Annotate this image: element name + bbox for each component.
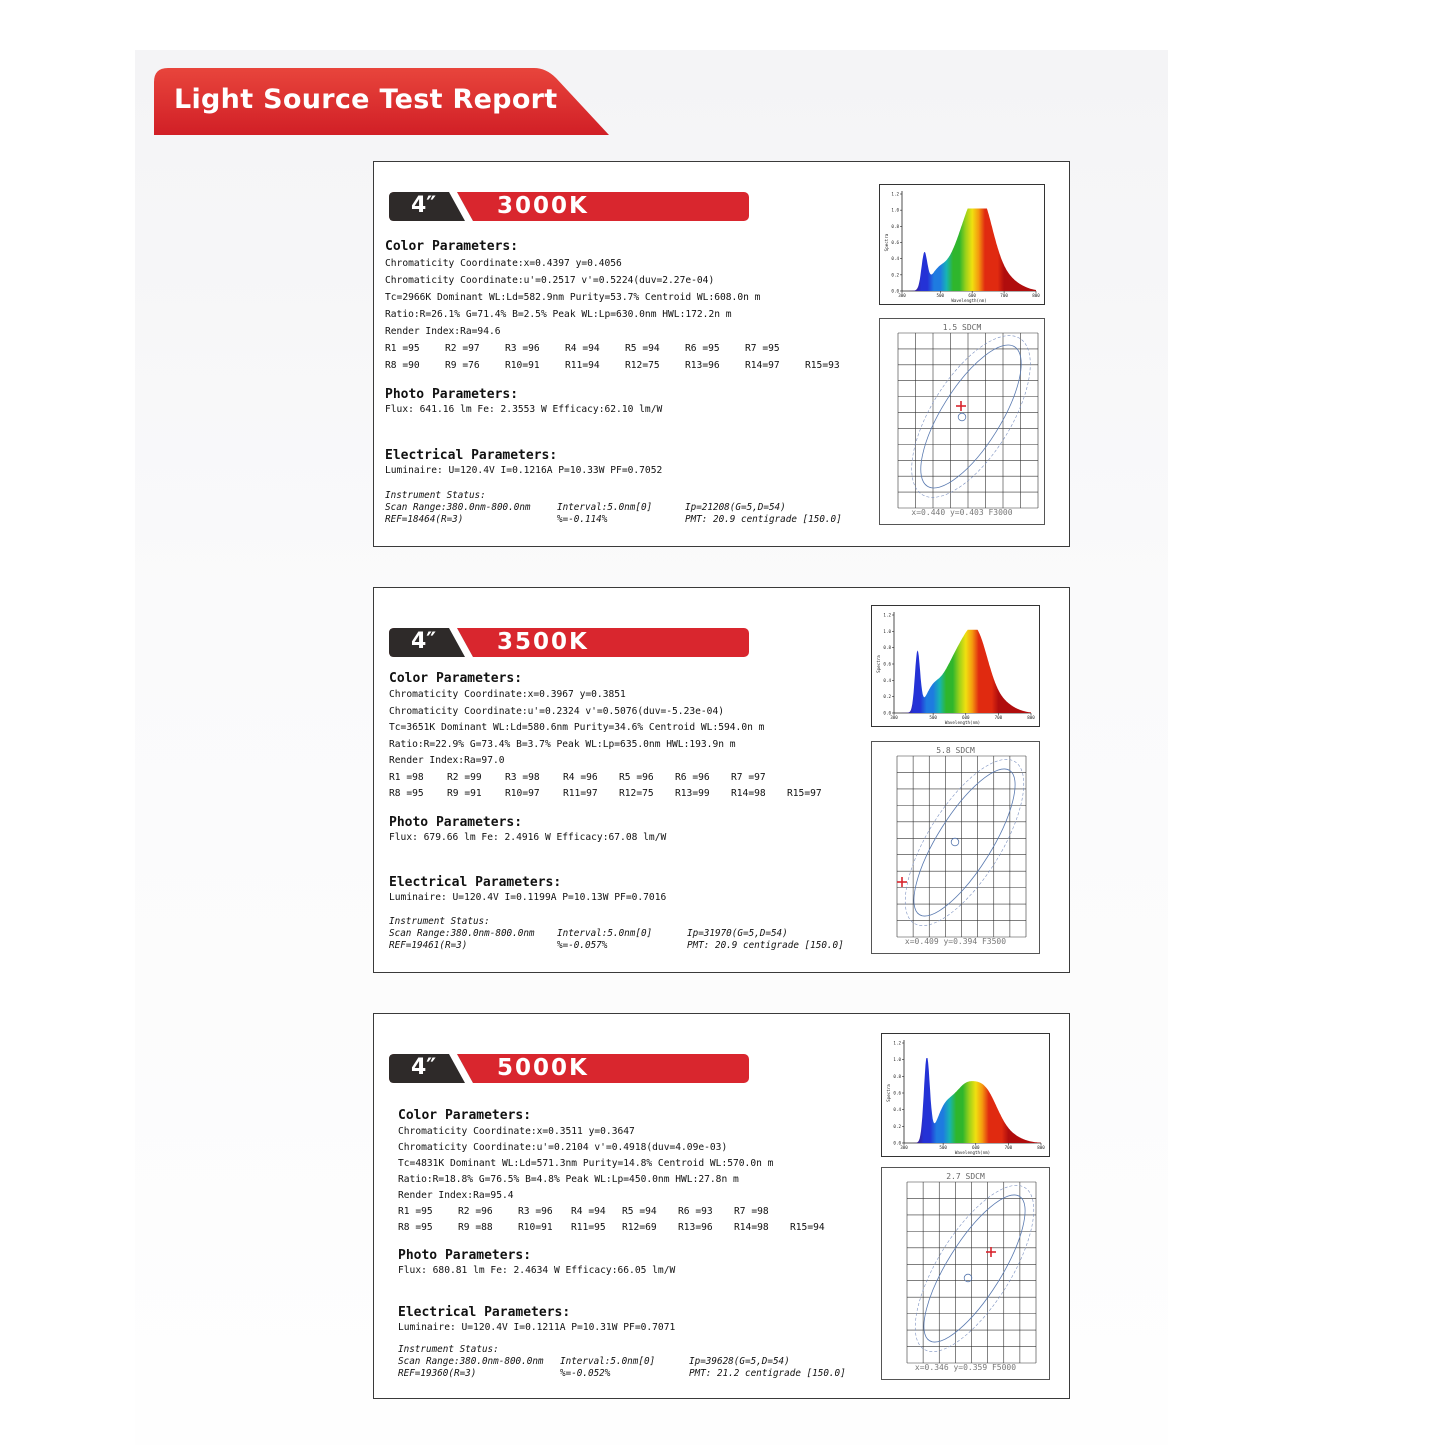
photo-parameters [398, 1248, 675, 1278]
target-point [951, 838, 959, 846]
r-value: R1 =95 [385, 343, 420, 354]
r-value: R6 =95 [685, 343, 720, 354]
cie-grid [907, 1182, 1036, 1363]
photo-line: Flux: 641.16 lm Fe: 2.3553 W Efficacy:62.10 lm/W [385, 404, 663, 415]
spectrum-graph [881, 1033, 1050, 1157]
color-parameters-heading: Color Parameters: [385, 239, 519, 254]
r-value: R3 =96 [518, 1206, 553, 1217]
electrical-parameters-heading: Electrical Parameters: [398, 1305, 571, 1320]
r-value: R12=69 [622, 1222, 657, 1233]
photo-parameters [389, 815, 666, 845]
spectrum-area [904, 1058, 1041, 1143]
x-tick-label: 700 [1000, 293, 1008, 298]
instrument-status-heading: Instrument Status: [398, 1344, 499, 1355]
r-value: R13=96 [678, 1222, 713, 1233]
r-value: R14=98 [731, 788, 766, 799]
y-tick-label: 1.0 [893, 1057, 901, 1063]
x-axis-label: Wavelength(nm) [951, 298, 987, 303]
ref-value: REF=18464(R=3) [385, 514, 464, 525]
spectrum-plot [880, 185, 1044, 304]
x-tick-label: 800 [1037, 1145, 1045, 1150]
electrical-line: Luminaire: U=120.4V I=0.1216A P=10.33W PF=0.7052 [385, 465, 663, 476]
color-parameters [389, 671, 843, 803]
cie-footer: x=0.409 y=0.394 F3500 [904, 937, 1007, 946]
scan-range: Scan Range:380.0nm-800.0nm [398, 1356, 544, 1367]
ratio-line: Ratio:R=26.1% G=71.4% B=2.5% Peak WL:Lp=630.0nm HWL:172.2n m [385, 309, 732, 320]
r-value: R2 =97 [445, 343, 480, 354]
chromaticity-xy: Chromaticity Coordinate:x=0.4397 y=0.4056 [385, 258, 622, 269]
y-tick-label: 0.6 [883, 661, 891, 667]
y-tick-label: 0.2 [893, 1123, 901, 1129]
r-value: R9 =91 [447, 788, 482, 799]
electrical-parameters [398, 1305, 675, 1335]
y-tick-label: 1.2 [891, 191, 899, 197]
x-tick-label: 800 [1032, 293, 1040, 298]
photo-parameters-heading: Photo Parameters: [398, 1248, 532, 1263]
chromaticity-xy: Chromaticity Coordinate:x=0.3511 y=0.3647 [398, 1126, 635, 1137]
y-tick-label: 0.4 [893, 1107, 901, 1113]
x-axis-label: Wavelength(nm) [944, 720, 981, 725]
ref-value: REF=19461(R=3) [389, 940, 468, 951]
cie-plot [880, 319, 1044, 524]
y-axis-label: Spectra [884, 233, 889, 252]
ref-value: REF=19360(R=3) [398, 1368, 477, 1379]
photo-line: Flux: 680.81 lm Fe: 2.4634 W Efficacy:66.05 lm/W [398, 1265, 676, 1276]
r-value: R5 =96 [619, 771, 654, 783]
electrical-line: Luminaire: U=120.4V I=0.1211A P=10.31W PF=0.7071 [398, 1322, 676, 1333]
tc-line: Tc=2966K Dominant WL:Ld=582.9nm Purity=53.7% Centroid WL:608.0n m [385, 292, 761, 303]
r-value: R10=91 [505, 360, 540, 371]
macadam-ellipse [896, 756, 1032, 929]
report-title-tab [154, 68, 609, 135]
ratio-line: Ratio:R=22.9% G=73.4% B=3.7% Peak WL:Lp=635.0nm HWL:193.9n m [389, 738, 736, 750]
y-tick-label: 1.0 [883, 628, 891, 634]
r-value: R2 =96 [458, 1206, 493, 1217]
instrument-status-heading: Instrument Status: [385, 490, 486, 501]
pmt-value: PMT: 21.2 centigrade [150.0] [689, 1368, 846, 1379]
r-value: R11=97 [563, 788, 598, 799]
x-axis-label: Wavelength(nm) [954, 1150, 991, 1155]
r-value: R3 =96 [505, 343, 540, 354]
fixture-size: 4″ [411, 1055, 437, 1080]
instrument-status-heading: Instrument Status: [389, 916, 490, 927]
y-tick-label: 0.8 [893, 1073, 901, 1079]
r-values-row-2 [398, 1220, 846, 1236]
r-value: R6 =96 [675, 771, 710, 783]
x-tick-label: 600 [968, 293, 976, 298]
cie-grid [897, 756, 1026, 937]
r-value: R1 =98 [389, 771, 424, 783]
sdcm-label: 1.5 SDCM [942, 323, 982, 332]
r-value: R13=99 [675, 788, 710, 799]
r-value: R8 =90 [385, 360, 420, 371]
electrical-parameters-heading: Electrical Parameters: [389, 875, 562, 890]
report-card-3500k [373, 587, 1070, 973]
fixture-size: 4″ [411, 193, 437, 218]
interval: Interval:5.0nm[0] [557, 928, 653, 939]
pmt-value: PMT: 20.9 centigrade [150.0] [687, 940, 844, 951]
sdcm-label: 2.7 SDCM [946, 1172, 985, 1181]
r-value: R7 =95 [745, 343, 780, 354]
electrical-line: Luminaire: U=120.4V I=0.1199A P=10.13W PF=0.7016 [389, 892, 667, 903]
ip-value: Ip=21208(G=5,D=54) [685, 502, 786, 513]
cie-footer: x=0.346 y=0.359 F5000 [914, 1363, 1017, 1372]
cie-plot [882, 1168, 1049, 1379]
ip-value: Ip=39628(G=5,D=54) [689, 1356, 790, 1367]
r-value: R11=95 [571, 1222, 606, 1233]
cct-label: 3000K [497, 193, 589, 219]
r-value: R12=75 [619, 788, 654, 799]
interval: Interval:5.0nm[0] [560, 1356, 656, 1367]
photo-parameters [385, 387, 662, 417]
y-tick-label: 0.4 [883, 677, 891, 683]
photo-parameters-heading: Photo Parameters: [385, 387, 519, 402]
tc-line: Tc=3651K Dominant WL:Ld=580.6nm Purity=34.6% Centroid WL:594.0n m [389, 722, 765, 733]
electrical-parameters [389, 875, 666, 905]
y-tick-label: 0.8 [891, 223, 899, 229]
percent-value: %=-0.114% [557, 514, 608, 525]
r-values-row-1 [385, 340, 865, 357]
chromaticity-uv: Chromaticity Coordinate:u'=0.2517 v'=0.5224(duv=2.27e-04) [385, 275, 715, 286]
y-axis-label: Spectra [886, 1084, 891, 1102]
color-parameters-heading: Color Parameters: [398, 1108, 532, 1123]
ip-value: Ip=31970(G=5,D=54) [687, 928, 788, 939]
r-values-row-2 [389, 786, 843, 803]
r-value: R2 =99 [447, 771, 482, 783]
render-index: Render Index:Ra=94.6 [385, 326, 501, 337]
r-value: R7 =97 [731, 771, 766, 783]
r-value: R5 =94 [625, 343, 660, 354]
scan-range: Scan Range:380.0nm-800.0nm [389, 928, 535, 939]
color-parameters-heading: Color Parameters: [389, 671, 523, 686]
r-value: R5 =94 [622, 1206, 657, 1217]
cie-plot [872, 742, 1039, 953]
interval: Interval:5.0nm[0] [557, 502, 653, 513]
y-tick-label: 1.0 [891, 207, 899, 213]
y-tick-label: 0.2 [891, 272, 899, 278]
r-value: R3 =98 [505, 771, 540, 783]
chromaticity-uv: Chromaticity Coordinate:u'=0.2104 v'=0.4918(duv=4.09e-03) [398, 1142, 728, 1153]
r-value: R4 =94 [565, 343, 600, 354]
r-value: R10=91 [518, 1222, 553, 1233]
r-value: R15=94 [790, 1222, 825, 1233]
y-tick-label: 0.6 [891, 240, 899, 245]
percent-value: %=-0.057% [557, 940, 608, 951]
color-parameters [385, 239, 865, 374]
r-value: R1 =95 [398, 1206, 433, 1217]
r-value: R15=93 [805, 360, 840, 371]
spectrum-plot [882, 1034, 1049, 1156]
tc-line: Tc=4831K Dominant WL:Ld=571.3nm Purity=14.8% Centroid WL:570.0n m [398, 1158, 774, 1169]
macadam-ellipse [906, 1182, 1042, 1355]
y-axis-label: Spectra [876, 655, 881, 673]
spectrum-graph [871, 605, 1040, 727]
pmt-value: PMT: 20.9 centigrade [150.0] [685, 514, 842, 525]
cct-badge [389, 192, 749, 221]
r-value: R9 =76 [445, 360, 480, 371]
cie-diagram [881, 1167, 1050, 1380]
r-value: R14=97 [745, 360, 780, 371]
color-parameters [398, 1108, 846, 1236]
r-value: R11=94 [565, 360, 600, 371]
x-tick-label: 500 [939, 1145, 947, 1150]
photo-parameters-heading: Photo Parameters: [389, 815, 523, 830]
r-value: R8 =95 [398, 1222, 433, 1233]
x-tick-label: 600 [961, 715, 970, 720]
scan-range: Scan Range:380.0nm-800.0nm [385, 502, 531, 513]
spectrum-plot [872, 606, 1039, 726]
x-tick-label: 380 [898, 293, 906, 298]
render-index: Render Index:Ra=97.0 [389, 755, 505, 766]
y-tick-label: 1.2 [893, 1040, 901, 1046]
r-values-row-2 [385, 357, 865, 374]
r-value: R12=75 [625, 360, 660, 371]
spectrum-area [902, 209, 1036, 292]
r-value: R6 =93 [678, 1206, 713, 1217]
x-tick-label: 700 [994, 715, 1003, 720]
report-card-3000k [373, 161, 1070, 547]
r-value: R8 =95 [389, 788, 424, 799]
photo-line: Flux: 679.66 lm Fe: 2.4916 W Efficacy:67.08 lm/W [389, 832, 667, 843]
cie-diagram [871, 741, 1040, 954]
y-tick-label: 0.0 [891, 288, 899, 294]
r-value: R4 =94 [571, 1206, 606, 1217]
x-tick-label: 600 [971, 1145, 980, 1150]
sdcm-label: 5.8 SDCM [936, 746, 975, 755]
report-card-5000k [373, 1013, 1070, 1399]
cie-footer: x=0.440 y=0.403 F3000 [911, 508, 1013, 517]
r-value: R4 =96 [563, 771, 598, 783]
r-values-row-1 [398, 1204, 846, 1220]
instrument-status [398, 1344, 846, 1380]
r-value: R14=98 [734, 1222, 769, 1233]
r-value: R13=96 [685, 360, 720, 371]
page-title: Light Source Test Report [174, 84, 558, 115]
percent-value: %=-0.052% [560, 1368, 611, 1379]
instrument-status [385, 490, 842, 526]
electrical-parameters [385, 448, 662, 478]
y-tick-label: 1.2 [883, 612, 891, 618]
cie-diagram [879, 318, 1045, 525]
r-values-row-1 [389, 770, 843, 787]
r-value: R15=97 [787, 788, 822, 799]
x-tick-label: 380 [900, 1145, 908, 1150]
r-value: R9 =88 [458, 1222, 493, 1233]
target-point [958, 413, 966, 421]
r-value: R10=97 [505, 788, 540, 799]
render-index: Render Index:Ra=95.4 [398, 1190, 514, 1201]
fixture-size: 4″ [411, 629, 437, 654]
x-tick-label: 700 [1004, 1145, 1013, 1150]
spectrum-area [894, 630, 1031, 713]
cie-grid [898, 333, 1038, 508]
x-tick-label: 500 [929, 715, 937, 720]
y-tick-label: 0.2 [883, 694, 891, 700]
cct-label: 3500K [497, 629, 589, 655]
y-tick-label: 0.0 [893, 1140, 901, 1146]
x-tick-label: 500 [936, 293, 945, 298]
y-tick-label: 0.8 [883, 645, 891, 651]
electrical-parameters-heading: Electrical Parameters: [385, 448, 558, 463]
x-tick-label: 800 [1027, 715, 1035, 720]
instrument-status [389, 916, 844, 952]
r-value: R7 =98 [734, 1206, 769, 1217]
x-tick-label: 380 [890, 715, 898, 720]
chromaticity-uv: Chromaticity Coordinate:u'=0.2324 v'=0.5076(duv=-5.23e-04) [389, 705, 725, 717]
cct-badge [389, 1054, 749, 1083]
y-tick-label: 0.6 [893, 1090, 901, 1096]
chromaticity-xy: Chromaticity Coordinate:x=0.3967 y=0.3851 [389, 689, 626, 700]
cct-badge [389, 628, 749, 657]
spectrum-graph [879, 184, 1045, 305]
ratio-line: Ratio:R=18.8% G=76.5% B=4.8% Peak WL:Lp=450.0nm HWL:27.8n m [398, 1174, 739, 1185]
y-tick-label: 0.0 [883, 710, 891, 716]
y-tick-label: 0.4 [891, 256, 899, 262]
cct-label: 5000K [497, 1055, 589, 1081]
